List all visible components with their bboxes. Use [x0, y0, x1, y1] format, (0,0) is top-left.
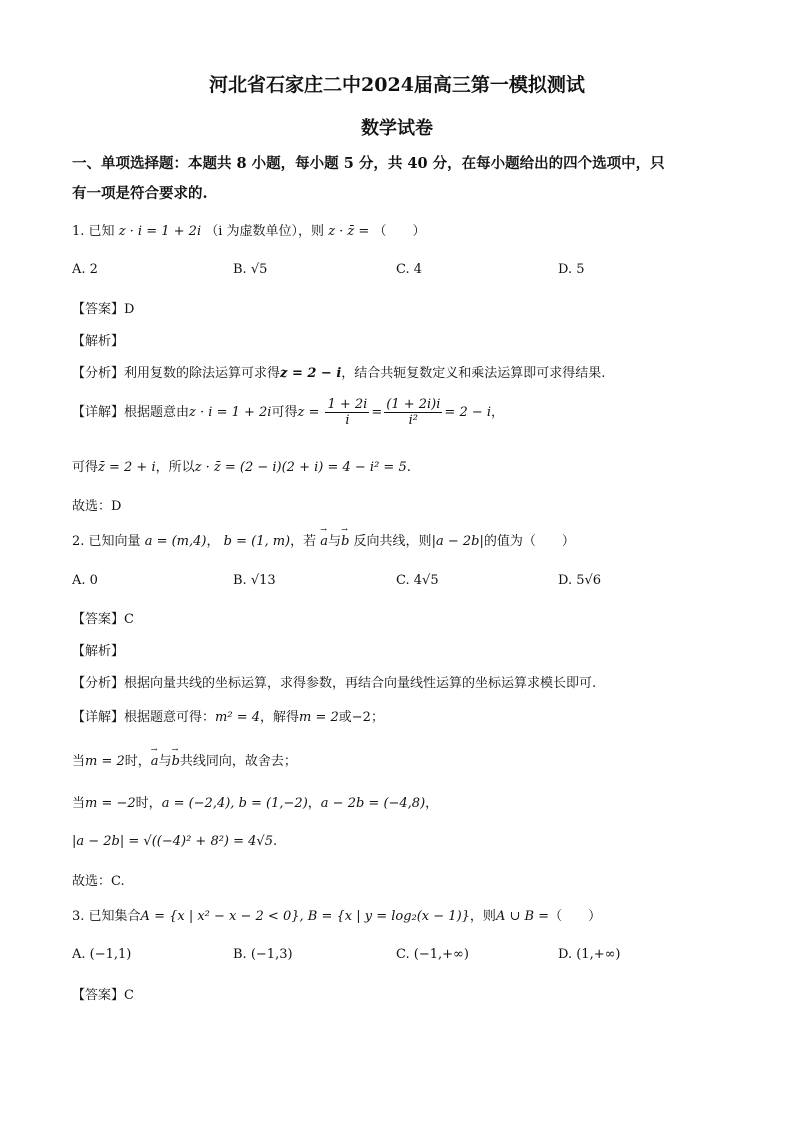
q3-option-d-label: D. [558, 947, 573, 962]
q1-xiangjie-comma: ， [491, 405, 505, 420]
q2-option-c-value: 4√5 [413, 573, 439, 588]
q1-fraction-2 [384, 397, 442, 428]
page-title: 河北省石家庄二中2024届高三第一模拟测试 [209, 74, 585, 96]
q2-case1-c: 共线同向，故舍去； [179, 754, 297, 769]
q2-answer [72, 608, 134, 627]
q2-xiangjie-m2: m = 2 [299, 710, 339, 725]
q1-frac1-den: i [345, 413, 350, 428]
q2-case1-a-sym: → a [151, 754, 159, 769]
q1-ask: z · z̄ = [328, 224, 370, 239]
q2-xiangjie-c: 或−2； [338, 710, 384, 725]
q2-case2-d: ， [425, 796, 439, 811]
q2-xiangjie-a: 根据题意可得： [124, 710, 216, 725]
q2-xiangjie-m: m² = 4 [215, 710, 260, 725]
q2-yu: 与 [328, 534, 342, 549]
q2-option-d-label: D. [558, 573, 573, 588]
q2-b-def: b = (1, m) [223, 534, 291, 549]
q2-sep1: ， [206, 534, 220, 549]
q1-xiangjie: 【详解】根据题意由z · i = 1 + 2i可得z = $\frac{1 + 2i}{i}$ = $\frac{(1 + 2i)i}{\text{i²}}$ = 2 − i， [72, 397, 505, 428]
q1-xiangjie-z: z = [297, 405, 320, 420]
q2-case2 [72, 792, 438, 811]
q1-answer-value: D [124, 302, 135, 317]
q3-option-b [233, 947, 293, 962]
q2-xiangjie [72, 706, 384, 725]
q1-xiangjie-tag: 【详解】 [72, 405, 125, 420]
q3-option-c-label: C. [396, 947, 410, 962]
question-1 [72, 220, 425, 239]
q1-fenxi-math: z = 2 − i [280, 366, 342, 381]
q1-xiangjie-end: = 2 − i [444, 405, 492, 420]
q2-fenxi-tag: 【分析】 [72, 676, 125, 691]
q2-option-c-label: C. [396, 573, 410, 588]
q1-answer-tag: 【答案】 [72, 302, 125, 317]
q2-case1 [72, 750, 297, 769]
q1-then [72, 456, 411, 475]
q2-case2-a: 当 [72, 796, 86, 811]
q2-xiangjie-tag: 【详解】 [72, 710, 125, 725]
q2-answer-value: C [124, 612, 134, 627]
q2-norm-dot: . [273, 834, 278, 849]
q1-option-d: D. 5 [558, 262, 585, 277]
q1-then-m2: z · z̄ = (2 − i)(2 + i) = 4 − i² = 5 [194, 460, 407, 475]
q2-option-b-label: B. [233, 573, 247, 588]
q2-analysis-tag: 【解析】 [72, 644, 125, 659]
q1-then-m1: z̄ = 2 + i [98, 460, 156, 475]
q1-option-b [233, 262, 267, 277]
q1-fenxi [72, 362, 605, 381]
q2-case2-m3: a − 2b = (−4,8) [320, 796, 426, 811]
q3-option-b-value: (−1,3) [250, 947, 293, 962]
q3-prefix: 3. 已知集合 [72, 909, 141, 924]
q3-blank: （ ） [549, 909, 602, 924]
q2-norm-math: |a − 2b| = √((−4)² + 8²) = 4√5 [72, 834, 273, 849]
q2-answer-tag: 【答案】 [72, 612, 125, 627]
q3-option-b-label: B. [233, 947, 247, 962]
q2-case2-m: m = −2 [85, 796, 136, 811]
q3-mid: ，则 [469, 909, 496, 924]
q2-option-b-value: √13 [250, 573, 276, 588]
q1-then-dot: . [406, 460, 411, 475]
q3-option-a [72, 947, 131, 962]
q1-blank: （ ） [373, 224, 426, 239]
q1-option-b-label: B. [233, 262, 247, 277]
question-2 [72, 530, 575, 549]
q1-frac1-num: 1 + 2i [327, 397, 368, 412]
q2-mid: ，若 [290, 534, 317, 549]
q2-choose: 故选：C. [72, 874, 125, 889]
q1-option-b-value: √5 [250, 262, 268, 277]
q1-xiangjie-a: 根据题意由 [124, 405, 190, 420]
q2-case1-b: 时， [124, 754, 151, 769]
q1-xiangjie-m1: z · i = 1 + 2i [189, 405, 272, 420]
q2-option-d-value: 5√6 [576, 573, 602, 588]
q1-answer [72, 298, 134, 317]
section-heading-line2: 有一项是符合要求的. [72, 185, 208, 202]
q2-case1-m: m = 2 [85, 754, 125, 769]
q3-ask: A ∪ B = [495, 909, 550, 924]
q1-frac2-den: i² [408, 413, 419, 428]
q2-prefix: 2. 已知向量 [72, 534, 141, 549]
q2-case2-b: 时， [135, 796, 162, 811]
q3-answer-tag: 【答案】 [72, 988, 125, 1003]
q2-xiangjie-b: ，解得 [260, 710, 300, 725]
q1-analysis-tag: 【解析】 [72, 334, 125, 349]
q1-choose: 故选：D [72, 499, 122, 514]
q2-tail: 的值为（ ） [483, 534, 575, 549]
q2-fenxi [72, 672, 596, 691]
q1-fenxi-a: 利用复数的除法运算可求得 [124, 366, 281, 381]
question-3 [72, 905, 601, 924]
q1-xiangjie-b: 可得 [271, 405, 298, 420]
q1-condition: z · i = 1 + 2i [118, 224, 202, 239]
q2-option-b [233, 573, 276, 588]
q2-case2-m2: a = (−2,4), b = (1,−2) [161, 796, 308, 811]
q2-option-a: A. 0 [72, 573, 98, 588]
q1-prefix: 1. 已知 [72, 224, 115, 239]
q2-norm [72, 834, 277, 849]
q1-option-c: C. 4 [396, 262, 423, 277]
q3-option-c-value: (−1,+∞) [413, 947, 469, 962]
q2-b-sym: → b [341, 534, 349, 549]
q1-then-a: 可得 [72, 460, 99, 475]
q3-answer [72, 984, 134, 1003]
page-subtitle: 数学试卷 [361, 118, 433, 139]
q2-a-def: a = (m,4) [144, 534, 207, 549]
q1-mid: （i 为虚数单位），则 [205, 224, 325, 239]
q3-answer-value: C [124, 988, 134, 1003]
q2-case2-c: ， [307, 796, 321, 811]
q2-case1-a: 当 [72, 754, 86, 769]
q1-fenxi-b: ，结合共轭复数定义和乘法运算即可求得结果. [341, 366, 606, 381]
q3-option-a-value: (−1,1) [89, 947, 132, 962]
q2-fenxi-text: 根据向量共线的坐标运算，求得参数，再结合向量线性运算的坐标运算求模长即可. [124, 676, 597, 691]
section-heading-line1: 一、单项选择题：本题共 8 小题，每小题 5 分，共 40 分，在每小题给出的四个选项中，只 [72, 155, 665, 172]
q2-a-sym: → a [320, 534, 328, 549]
q1-fenxi-tag: 【分析】 [72, 366, 125, 381]
q3-option-c [396, 947, 469, 962]
q3-sets: A = {x | x² − x − 2 < 0}, B = {x | y = log₂(x − 1)} [140, 909, 470, 924]
q1-option-a: A. 2 [72, 262, 98, 277]
q1-fraction-1 [325, 397, 369, 428]
q2-case1-yu: 与 [158, 754, 172, 769]
q2-mid2: 反向共线，则 [353, 534, 432, 549]
q1-frac2-num: (1 + 2i)i [386, 397, 441, 412]
q2-option-d [558, 573, 601, 588]
q3-option-d-value: (1,+∞) [576, 947, 621, 962]
q1-then-b: ，所以 [155, 460, 195, 475]
q3-option-d [558, 947, 621, 962]
q2-option-c [396, 573, 439, 588]
q2-case1-b-sym: → b [172, 754, 180, 769]
q3-option-a-label: A. [72, 947, 86, 962]
q2-expr: |a − 2b| [431, 534, 484, 549]
